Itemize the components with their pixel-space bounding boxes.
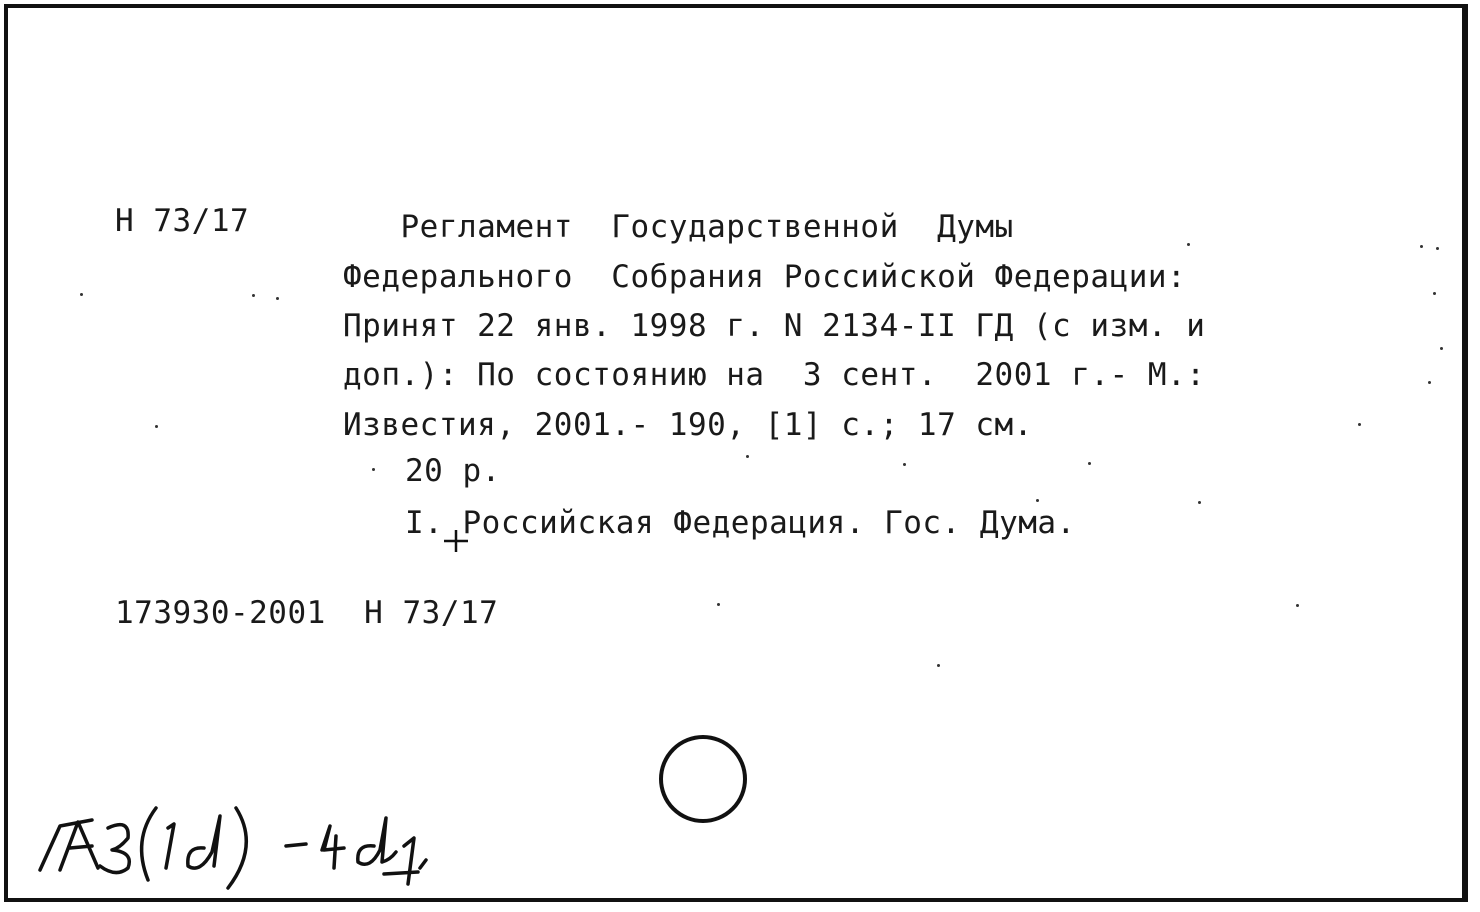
scan-speck	[1420, 245, 1423, 248]
record-line-4: доп.): По состоянию на 3 сент. 2001 г.- М.:	[343, 357, 1206, 393]
scan-speck	[372, 468, 375, 471]
inventory-line: 173930-2001 Н 73/17	[115, 595, 499, 631]
scan-speck	[1433, 292, 1436, 295]
scan-speck	[155, 425, 158, 428]
scan-speck	[1036, 499, 1039, 502]
scan-speck	[1198, 501, 1201, 504]
scan-speck	[903, 463, 906, 466]
scan-speck	[1440, 347, 1443, 350]
record-line-2: Федерального Собрания Российской Федерации:	[343, 259, 1187, 295]
price-line: 20 р.	[405, 453, 501, 489]
scan-speck	[717, 603, 720, 606]
scan-speck	[937, 664, 940, 667]
punch-hole-circle	[661, 737, 745, 821]
scan-speck	[1296, 604, 1299, 607]
scan-speck	[276, 297, 279, 300]
scan-speck	[1088, 462, 1091, 465]
record-line-3: Принят 22 янв. 1998 г. N 2134-II ГД (с изм. и	[343, 308, 1206, 344]
call-number-top: Н 73/17	[115, 203, 250, 239]
scan-speck	[1358, 423, 1361, 426]
scan-speck	[746, 455, 749, 458]
scan-speck	[1428, 381, 1431, 384]
cross-mark	[444, 530, 468, 552]
scan-speck	[1187, 243, 1190, 246]
scan-speck	[1436, 247, 1439, 250]
record-line-5: Известия, 2001.- 190, [1] с.; 17 см.	[343, 407, 1033, 443]
scan-speck	[252, 294, 255, 297]
subject-heading: I. Российская Федерация. Гос. Дума.	[405, 505, 1076, 541]
handwritten-note-strokes	[40, 808, 426, 888]
scan-speck	[80, 293, 83, 296]
record-line-1: Регламент Государственной Думы	[343, 209, 1014, 245]
